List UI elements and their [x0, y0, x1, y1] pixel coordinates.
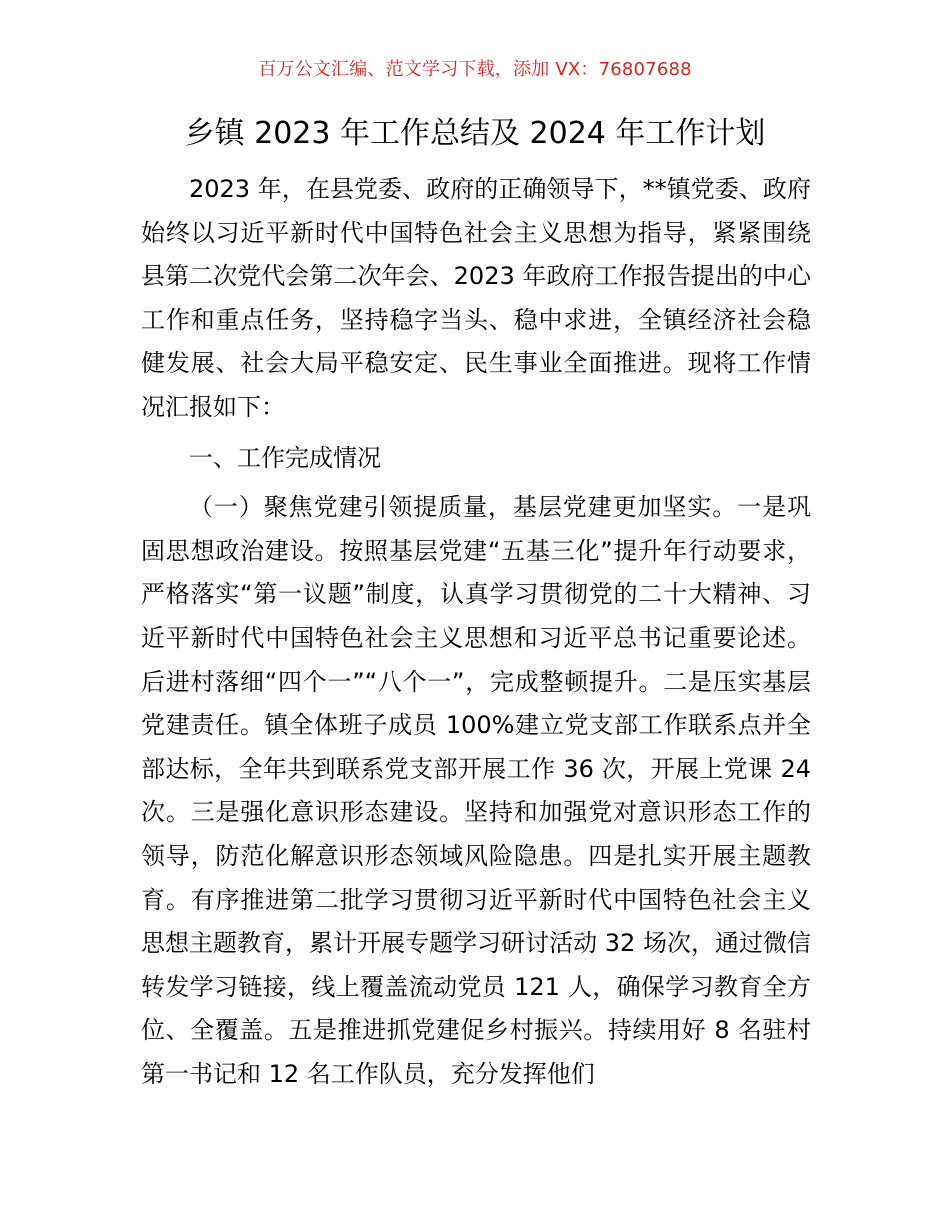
section-paragraph: （一）聚焦党建引领提质量，基层党建更加坚实。一是巩固思想政治建设。按照基层党建“五基三化”提升年行动要求，严格落实“第一议题”制度，认真学习贯彻党的二十大精神、习近平新时代中国特色社会主义思想和习近平总书记重要论述。后进村落细“四个一”“八个一”，完成整顿提升。二是压实基层党建责任。镇全体班子成员 100%建立党支部工作联系点并全部达标，全年共到联系党支部开展工作 36 次，开展上党课 24 次。三是强化意识形态建设。坚持和加强党对意识形态工作的领导，防范化解意识形态领域风险隐患。四是扎实开展主题教育。有序推进第二批学习贯彻习近平新时代中国特色社会主义思想主题教育，累计开展专题学习研讨活动 32 场次，通过微信转发学习链接，线上覆盖流动党员 121 人，确保学习教育全方位、全覆盖。五是推进抓党建促乡村振兴。持续用好 8 名驻村第一书记和 12 名工作队员，充分发挥他们 — [141, 493, 811, 1088]
intro-paragraph: 2023 年，在县党委、政府的正确领导下，**镇党委、政府始终以习近平新时代中国特色社会主义思想为指导，紧紧围绕县第二次党代会第二次年会、2023 年政府工作报告提出的中心工作和重点任务，坚持稳字当头、稳中求进，全镇经济社会稳健发展、社会大局平稳安定、民生事业全面推进。现将工作情况汇报如下： — [141, 175, 811, 421]
section-heading: 一、工作完成情况 — [189, 443, 381, 472]
document-body — [141, 168, 811, 1096]
document-title: 乡镇 2023 年工作总结及 2024 年工作计划 — [184, 116, 766, 151]
header-note: 百万公文汇编、范文学习下载，添加 VX：76807688 — [258, 59, 692, 80]
